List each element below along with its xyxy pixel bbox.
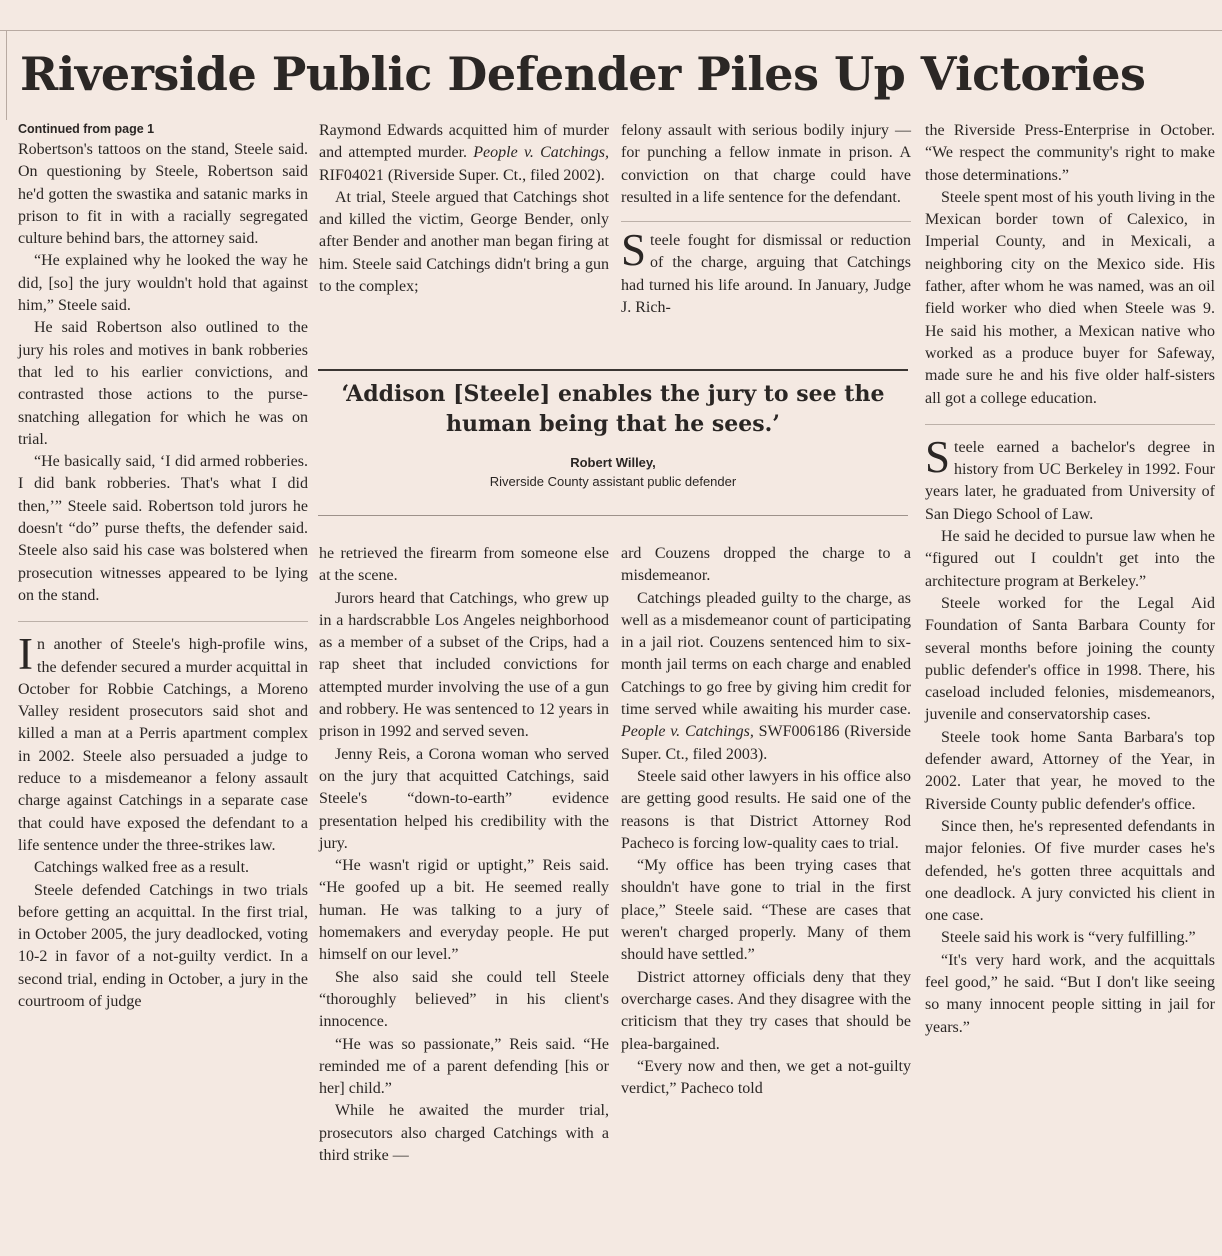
column-2-top [319, 120, 609, 298]
paragraph: “He wasn't rigid or uptight,” Reis said. “He goofed up a bit. He seemed really human. He was talking to a jury of homemakers and everyday people. He put himself on our level.” [319, 857, 609, 964]
paragraph: Steele worked for the Legal Aid Foundation of Santa Barbara County for several months before joining the county public defender's office in 1998. There, his caseload included felonies, misdemeanors, juvenile and conservatorship cases. [925, 594, 1215, 724]
continued-label: Continued from page 1 [18, 122, 155, 136]
paragraph: Steele spent most of his youth living in the Mexican border town of Calexico, in Imperial County, and in Mexicali, a neighboring city on the Mexico side. His father, after whom he was named, was an oil field worker who died when Steele was 9. He said his mother, a Mexican native who worked as a produce buyer for Safeway, made sure he and his five older half-sisters all got a college education. [925, 188, 1215, 407]
paragraph: he retrieved the firearm from someone else at the scene. [319, 545, 609, 585]
paragraph: Since then, he's represented defendants in major felonies. Of five murder cases he's defended, he's gotten three acquittals and one deadlock. A jury convicted his client in one case. [925, 817, 1215, 925]
section-divider [18, 621, 308, 622]
pull-quote-attribution-title: Riverside County assistant public defender [489, 474, 737, 489]
column-2-bottom [319, 543, 609, 1167]
paragraph: “He basically said, ‘I did armed robberies. I did bank robberies. That's what I did then,’” Steele said. Robertson told jurors he doesn't “do” purse thefts, the defender said. Steele also said his case was bolstered when prosecution witnesses appeared to be lying on the stand. [18, 453, 308, 604]
paragraph: “Every now and then, we get a not-guilty verdict,” Pacheco told [621, 1057, 911, 1098]
column-3-bottom [621, 543, 911, 1100]
pull-quote-text: ‘Addison [Steele] enables the jury to see the human being that he sees.’ [341, 381, 885, 437]
paragraph: At trial, Steele argued that Catchings shot and killed the victim, George Bender, only after Bender and another man began firing at him. Steele said Catchings didn't bring a gun to the complex; [319, 188, 609, 296]
paragraph: Catchings pleaded guilty to the charge, as well as a misdemeanor count of participating in a jail riot. Couzens sentenced him to six-month jail terms on each charge and enabled Catchings to go free by giving him credit for time served while awaiting his murder case. People v. Catchings, SWF006186 (Riverside Super. Ct., filed 2003). [621, 589, 912, 763]
paragraph: Steele took home Santa Barbara's top defender award, Attorney of the Year, in 2002. Later that year, he moved to the Riverside County public defender's office. [925, 728, 1215, 813]
column-4 [925, 120, 1215, 1039]
drop-cap: S [621, 225, 647, 276]
paragraph: “He was so passionate,” Reis said. “He reminded me of a parent defending [his or her] child.” [319, 1035, 609, 1098]
paragraph: “My office has been trying cases that shouldn't have gone to trial in the first place,” Steele said. “These are cases that weren't charged properly. Many of them should have settled.” [621, 857, 911, 964]
section-divider [621, 221, 911, 222]
paragraph: Jurors heard that Catchings, who grew up in a hardscrabble Los Angeles neighborhood as a member of a subset of the Crips, had a rap sheet that included convictions for attempted murder involving the use of a gun and robbery. He was sentenced to 12 years in prison in 1992 and served seven. [319, 589, 609, 741]
paragraph: He said he decided to pursue law when he “figured out I couldn't get into the architecture program at Berkeley.” [925, 528, 1215, 590]
pull-quote-attribution-name: Robert Willey, [570, 455, 656, 470]
paragraph: felony assault with serious bodily injury — for punching a fellow inmate in prison. A conviction on that charge could have resulted in a life sentence for the defendant. [621, 122, 911, 206]
paragraph: ard Couzens dropped the charge to a misdemeanor. [621, 545, 911, 585]
paragraph: He said Robertson also outlined to the jury his roles and motives in bank robberies that led to his earlier convictions, and contrasted those actions to the purse-snatching allegation for which he was on trial. [18, 319, 308, 448]
drop-cap: I [18, 629, 33, 680]
paragraph: Robertson's tattoos on the stand, Steele said. On questioning by Steele, Robertson said he'd gotten the swastika and satanic marks in prison to fit in with a racially segregated culture behind bars, the attorney said. [18, 141, 308, 248]
section-divider [925, 424, 1215, 425]
pull-quote [318, 369, 908, 517]
column-3-top [621, 120, 911, 319]
column-1 [18, 120, 308, 1013]
paragraph: “He explained why he looked the way he did, [so] the jury wouldn't hold that against him,” Steele said. [18, 252, 308, 315]
paragraph: She also said she could tell Steele “thoroughly believed” in his client's innocence. [319, 968, 609, 1031]
left-rule [6, 30, 7, 120]
case-citation: People v. Catchings, [473, 144, 609, 162]
paragraph: District attorney officials deny that they overcharge cases. And they disagree with the criticism that they try cases that should be plea-bargained. [621, 968, 911, 1053]
paragraph: Jenny Reis, a Corona woman who served on the jury that acquitted Catchings, said Steele's “down-to-earth” evidence presentation helped his credibility with the jury. [319, 745, 609, 852]
top-rule [0, 30, 1222, 31]
paragraph: In another of Steele's high-profile wins, the defender secured a murder acquittal in October for Robbie Catchings, a Moreno Valley resident prosecutors said shot and killed a man at a Perris apartment complex in 2002. Steele also persuaded a judge to reduce to a misdemeanor a felony assault charge against Catchings in a separate case that could have exposed the defendant to a life sentence under the three-strikes law. [18, 629, 308, 854]
headline: Riverside Public Defender Piles Up Victories [20, 47, 1146, 101]
paragraph: While he awaited the murder trial, prosecutors also charged Catchings with a third strike — [319, 1102, 609, 1165]
paragraph: Steele said other lawyers in his office also are getting good results. He said one of the reasons is that District Attorney Rod Pacheco is forcing low-quality caes to trial. [621, 767, 911, 852]
paragraph: Steele fought for dismissal or reduction of the charge, arguing that Catchings had turned his life around. In January, Judge J. Rich- [621, 225, 911, 317]
drop-cap: S [925, 431, 951, 482]
paragraph: “It's very hard work, and the acquittals feel good,” he said. “But I don't like seeing so many innocent people sitting in jail for years.” [925, 951, 1215, 1036]
pull-quote-top-rule [318, 369, 908, 371]
paragraph: Catchings walked free as a result. [34, 859, 250, 877]
paragraph: Raymond Edwards acquitted him of murder and attempted murder. People v. Catchings, RIF04021 (Riverside Super. Ct., filed 2002). [319, 122, 609, 184]
paragraph: the Riverside Press-Enterprise in October. “We respect the community's right to make those determinations.” [925, 122, 1215, 184]
paragraph: Steele said his work is “very fulfilling.” [941, 929, 1196, 947]
case-citation: People v. Catchings, [621, 723, 754, 741]
paragraph: Steele defended Catchings in two trials before getting an acquittal. In the first trial, in October 2005, the jury deadlocked, voting 10-2 in favor of a not-guilty verdict. In a second trial, ending in October, a jury in the courtroom of judge [18, 881, 308, 1010]
paragraph: Steele earned a bachelor's degree in history from UC Berkeley in 1992. Four years later, he graduated from University of San Diego School of Law. [925, 431, 1215, 523]
pull-quote-bottom-rule [318, 515, 908, 516]
